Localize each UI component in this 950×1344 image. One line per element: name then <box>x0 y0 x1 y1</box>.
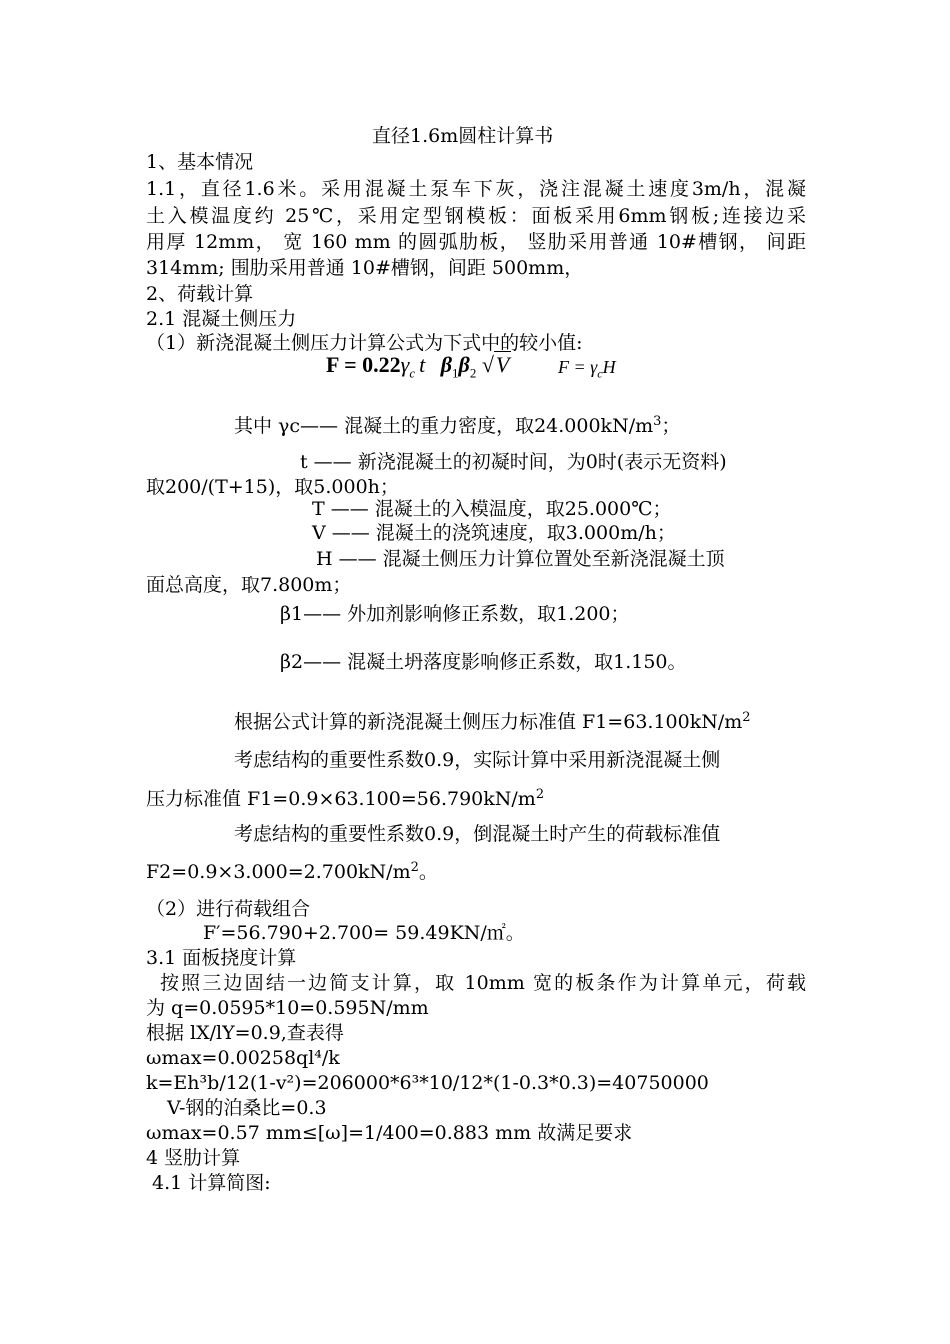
paragraph-line: （1）新浇混凝土侧压力计算公式为下式中的较小值: <box>146 332 583 354</box>
result-line <box>146 860 438 884</box>
combination-heading: （2）进行荷载组合 <box>146 898 311 920</box>
paragraph-line: 土入模温度约 25℃，采用定型钢模板：面板采用6mm钢板;连接边采 <box>146 205 806 227</box>
pressure-formula <box>326 352 511 381</box>
pressure-formula-alt <box>558 357 616 382</box>
formula-subscript: c <box>597 366 603 381</box>
result-text: 压力标准值 F1=0.9×63.100=56.790kN/m <box>146 788 536 810</box>
result-line <box>234 710 751 734</box>
section-heading-load: 2、荷载计算 <box>146 283 254 305</box>
where-line: β1—— 外加剂影响修正系数，取1.200； <box>280 603 630 625</box>
where-line: 面总高度，取7.800m； <box>146 574 352 596</box>
where-line: 取200/(T+15)，取5.000h； <box>146 476 399 498</box>
superscript: 2 <box>742 710 751 725</box>
where-text-end: ； <box>661 415 681 437</box>
subsection-heading: 2.1 混凝土侧压力 <box>146 308 297 330</box>
formula-subscript: 2 <box>469 365 477 381</box>
superscript: 2 <box>410 860 419 875</box>
sqrt-symbol: √V <box>481 352 510 377</box>
formula-subscript: c <box>409 365 416 381</box>
formula-beta1: β <box>440 352 453 377</box>
subsection-heading: 3.1 面板挠度计算 <box>146 947 297 969</box>
combination-result: F′=56.790+2.700= 59.49KN/㎡。 <box>203 922 525 944</box>
equation-line: k=Eh³b/12(1-v²)=206000*6³*10/12*(1-0.3*0.3)=40750000 <box>146 1072 709 1094</box>
where-line: t —— 新浇混凝土的初凝时间，为0时(表示无资料) <box>300 451 727 473</box>
formula-t: t <box>419 352 426 377</box>
equation-line: ωmax=0.00258ql⁴/k <box>146 1047 340 1069</box>
paragraph-line: 用厚 12mm， 宽 160 mm 的圆弧肋板， 竖肋采用普通 10#槽钢， 间距 <box>146 231 806 253</box>
superscript: 2 <box>535 787 545 802</box>
page-title: 直径1.6m圆柱计算书 <box>372 125 554 147</box>
formula-beta2: β <box>458 352 470 377</box>
paragraph-line: 为 q=0.0595*10=0.595N/mm <box>146 997 429 1019</box>
paragraph-line: V-钢的泊桑比=0.3 <box>167 1097 327 1119</box>
section-heading-rib: 4 竖肋计算 <box>146 1147 241 1169</box>
formula-gamma: γ <box>400 352 410 377</box>
section-heading-basic: 1、基本情况 <box>146 151 254 173</box>
result-line: 考虑结构的重要性系数0.9，倒混凝土时产生的荷载标准值 <box>234 823 721 845</box>
where-line: V —— 混凝土的浇筑速度，取3.000m/h； <box>312 522 676 544</box>
formula-coefficient: F = 0.22 <box>326 352 401 377</box>
result-text: F2=0.9×3.000=2.700kN/m <box>146 861 411 883</box>
formula-v: V <box>495 352 510 377</box>
subsection-heading: 4.1 计算简图: <box>152 1172 271 1194</box>
result-line <box>146 787 544 811</box>
formula-subscript: 1 <box>452 365 459 381</box>
superscript: 3 <box>653 414 662 429</box>
where-line: T —— 混凝土的入模温度，取25.000℃； <box>312 498 672 520</box>
equation-line: ωmax=0.57 mm≤[ω]=1/400=0.883 mm 故满足要求 <box>146 1122 633 1144</box>
where-line <box>234 414 680 438</box>
paragraph-line: 1.1，直径1.6米。采用混凝土泵车下灰，浇注混凝土速度3m/h，混凝 <box>146 178 806 200</box>
result-text: 根据公式计算的新浇混凝土侧压力标准值 F1=63.100kN/m <box>234 711 743 733</box>
result-text-end: 。 <box>418 861 438 883</box>
paragraph-line: 314mm; 围肋采用普通 10#槽钢，间距 500mm， <box>146 257 584 279</box>
paragraph-line: 按照三边固结一边简支计算，取 10mm 宽的板条作为计算单元，荷载 <box>160 972 806 994</box>
formula-h: H <box>602 357 616 377</box>
formula-alt-prefix: F = γ <box>558 357 598 377</box>
where-line: H —— 混凝土侧压力计算位置处至新浇混凝土顶 <box>316 548 725 570</box>
paragraph-line: 根据 lX/lY=0.9,查表得 <box>146 1022 344 1044</box>
where-line: β2—— 混凝土坍落度影响修正系数，取1.150。 <box>280 651 687 673</box>
result-line: 考虑结构的重要性系数0.9，实际计算中采用新浇混凝土侧 <box>234 749 721 771</box>
where-text: 其中 γc—— 混凝土的重力密度，取24.000kN/m <box>234 415 654 437</box>
